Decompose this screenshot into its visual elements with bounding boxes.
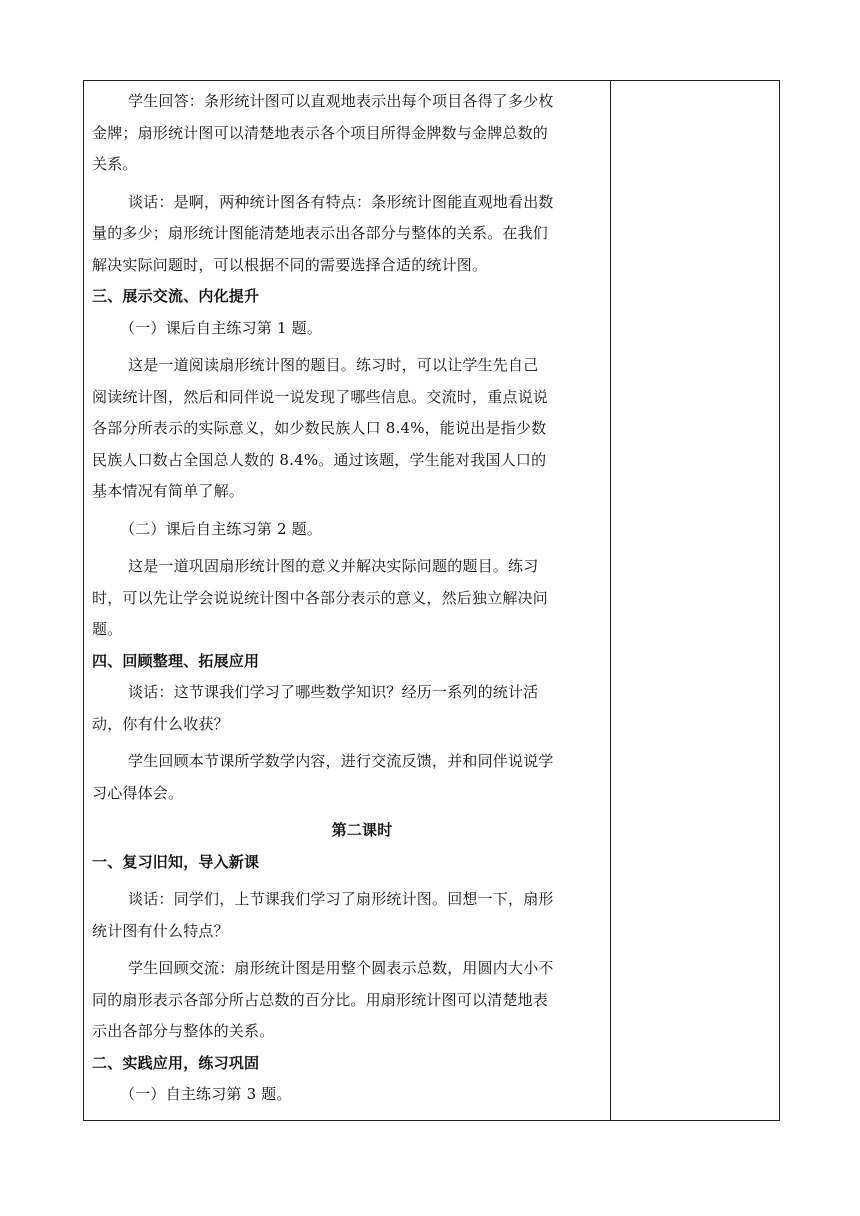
lesson-title: 第二课时: [331, 821, 393, 839]
paragraph-line: 各部分所表示的实际意义，如少数民族人口 8.4%，能说出是指少数: [92, 419, 547, 437]
paragraph-line: 题。: [92, 620, 123, 638]
paragraph-line: 谈话：这节课我们学习了哪些数学知识？经历一系列的统计活: [128, 683, 539, 701]
subsection-heading: （一）课后自主练习第 1 题。: [120, 318, 323, 337]
paragraph-line: 学生回顾本节课所学数学内容，进行交流反馈，并和同伴说说学: [128, 752, 554, 770]
section-heading: 四、回顾整理、拓展应用: [92, 651, 260, 670]
paragraph-line: 阅读统计图，然后和同伴说一说发现了哪些信息。交流时，重点说说: [92, 387, 549, 406]
section-heading: 一、复习旧知，导入新课: [92, 852, 260, 871]
paragraph-line: 基本情况有简单了解。: [92, 482, 245, 500]
paragraph-line: 这是一道巩固扇形统计图的意义并解决实际问题的题目。练习: [128, 557, 539, 575]
paragraph-line: 习心得体会。: [92, 783, 184, 802]
paragraph-line: 金牌；扇形统计图可以清楚地表示各个项目所得金牌数与金牌总数的: [92, 123, 549, 142]
paragraph-line: 量的多少；扇形统计图能清楚地表示出各部分与整体的关系。在我们: [92, 224, 549, 242]
paragraph-line: 这是一道阅读扇形统计图的题目。练习时，可以让学生先自己: [128, 356, 539, 374]
subsection-heading: （二）课后自主练习第 2 题。: [120, 519, 323, 538]
paragraph-line: 学生回答：条形统计图可以直观地表示出每个项目各得了多少枚: [128, 92, 554, 110]
paragraph-line: 谈话：是啊，两种统计图各有特点：条形统计图能直观地看出数: [128, 192, 554, 211]
paragraph-line: 民族人口数占全国总人数的 8.4%。通过该题，学生能对我国人口的: [92, 450, 547, 469]
lesson-content: [92, 86, 602, 1111]
column-divider: [610, 80, 611, 1121]
paragraph-line: 同的扇形表示各部分所占总数的百分比。用扇形统计图可以清楚地表: [92, 990, 549, 1009]
paragraph-line: 统计图有什么特点？: [92, 921, 229, 940]
paragraph-line: 谈话：同学们，上节课我们学习了扇形统计图。回想一下，扇形: [128, 890, 554, 908]
paragraph-line: 学生回顾交流：扇形统计图是用整个圆表示总数，用圆内大小不: [128, 959, 554, 977]
paragraph-line: 动，你有什么收获？: [92, 714, 229, 733]
section-heading: 三、展示交流、内化提升: [92, 287, 260, 305]
section-heading: 二、实践应用，练习巩固: [92, 1053, 260, 1072]
subsection-heading: （一）自主练习第 3 题。: [120, 1085, 292, 1103]
paragraph-line: 示出各部分与整体的关系。: [92, 1022, 275, 1040]
paragraph-line: 时，可以先让学会说说统计图中各部分表示的意义，然后独立解决问: [92, 588, 549, 607]
paragraph-line: 解决实际问题时，可以根据不同的需要选择合适的统计图。: [92, 255, 488, 274]
paragraph-line: 关系。: [92, 155, 138, 173]
